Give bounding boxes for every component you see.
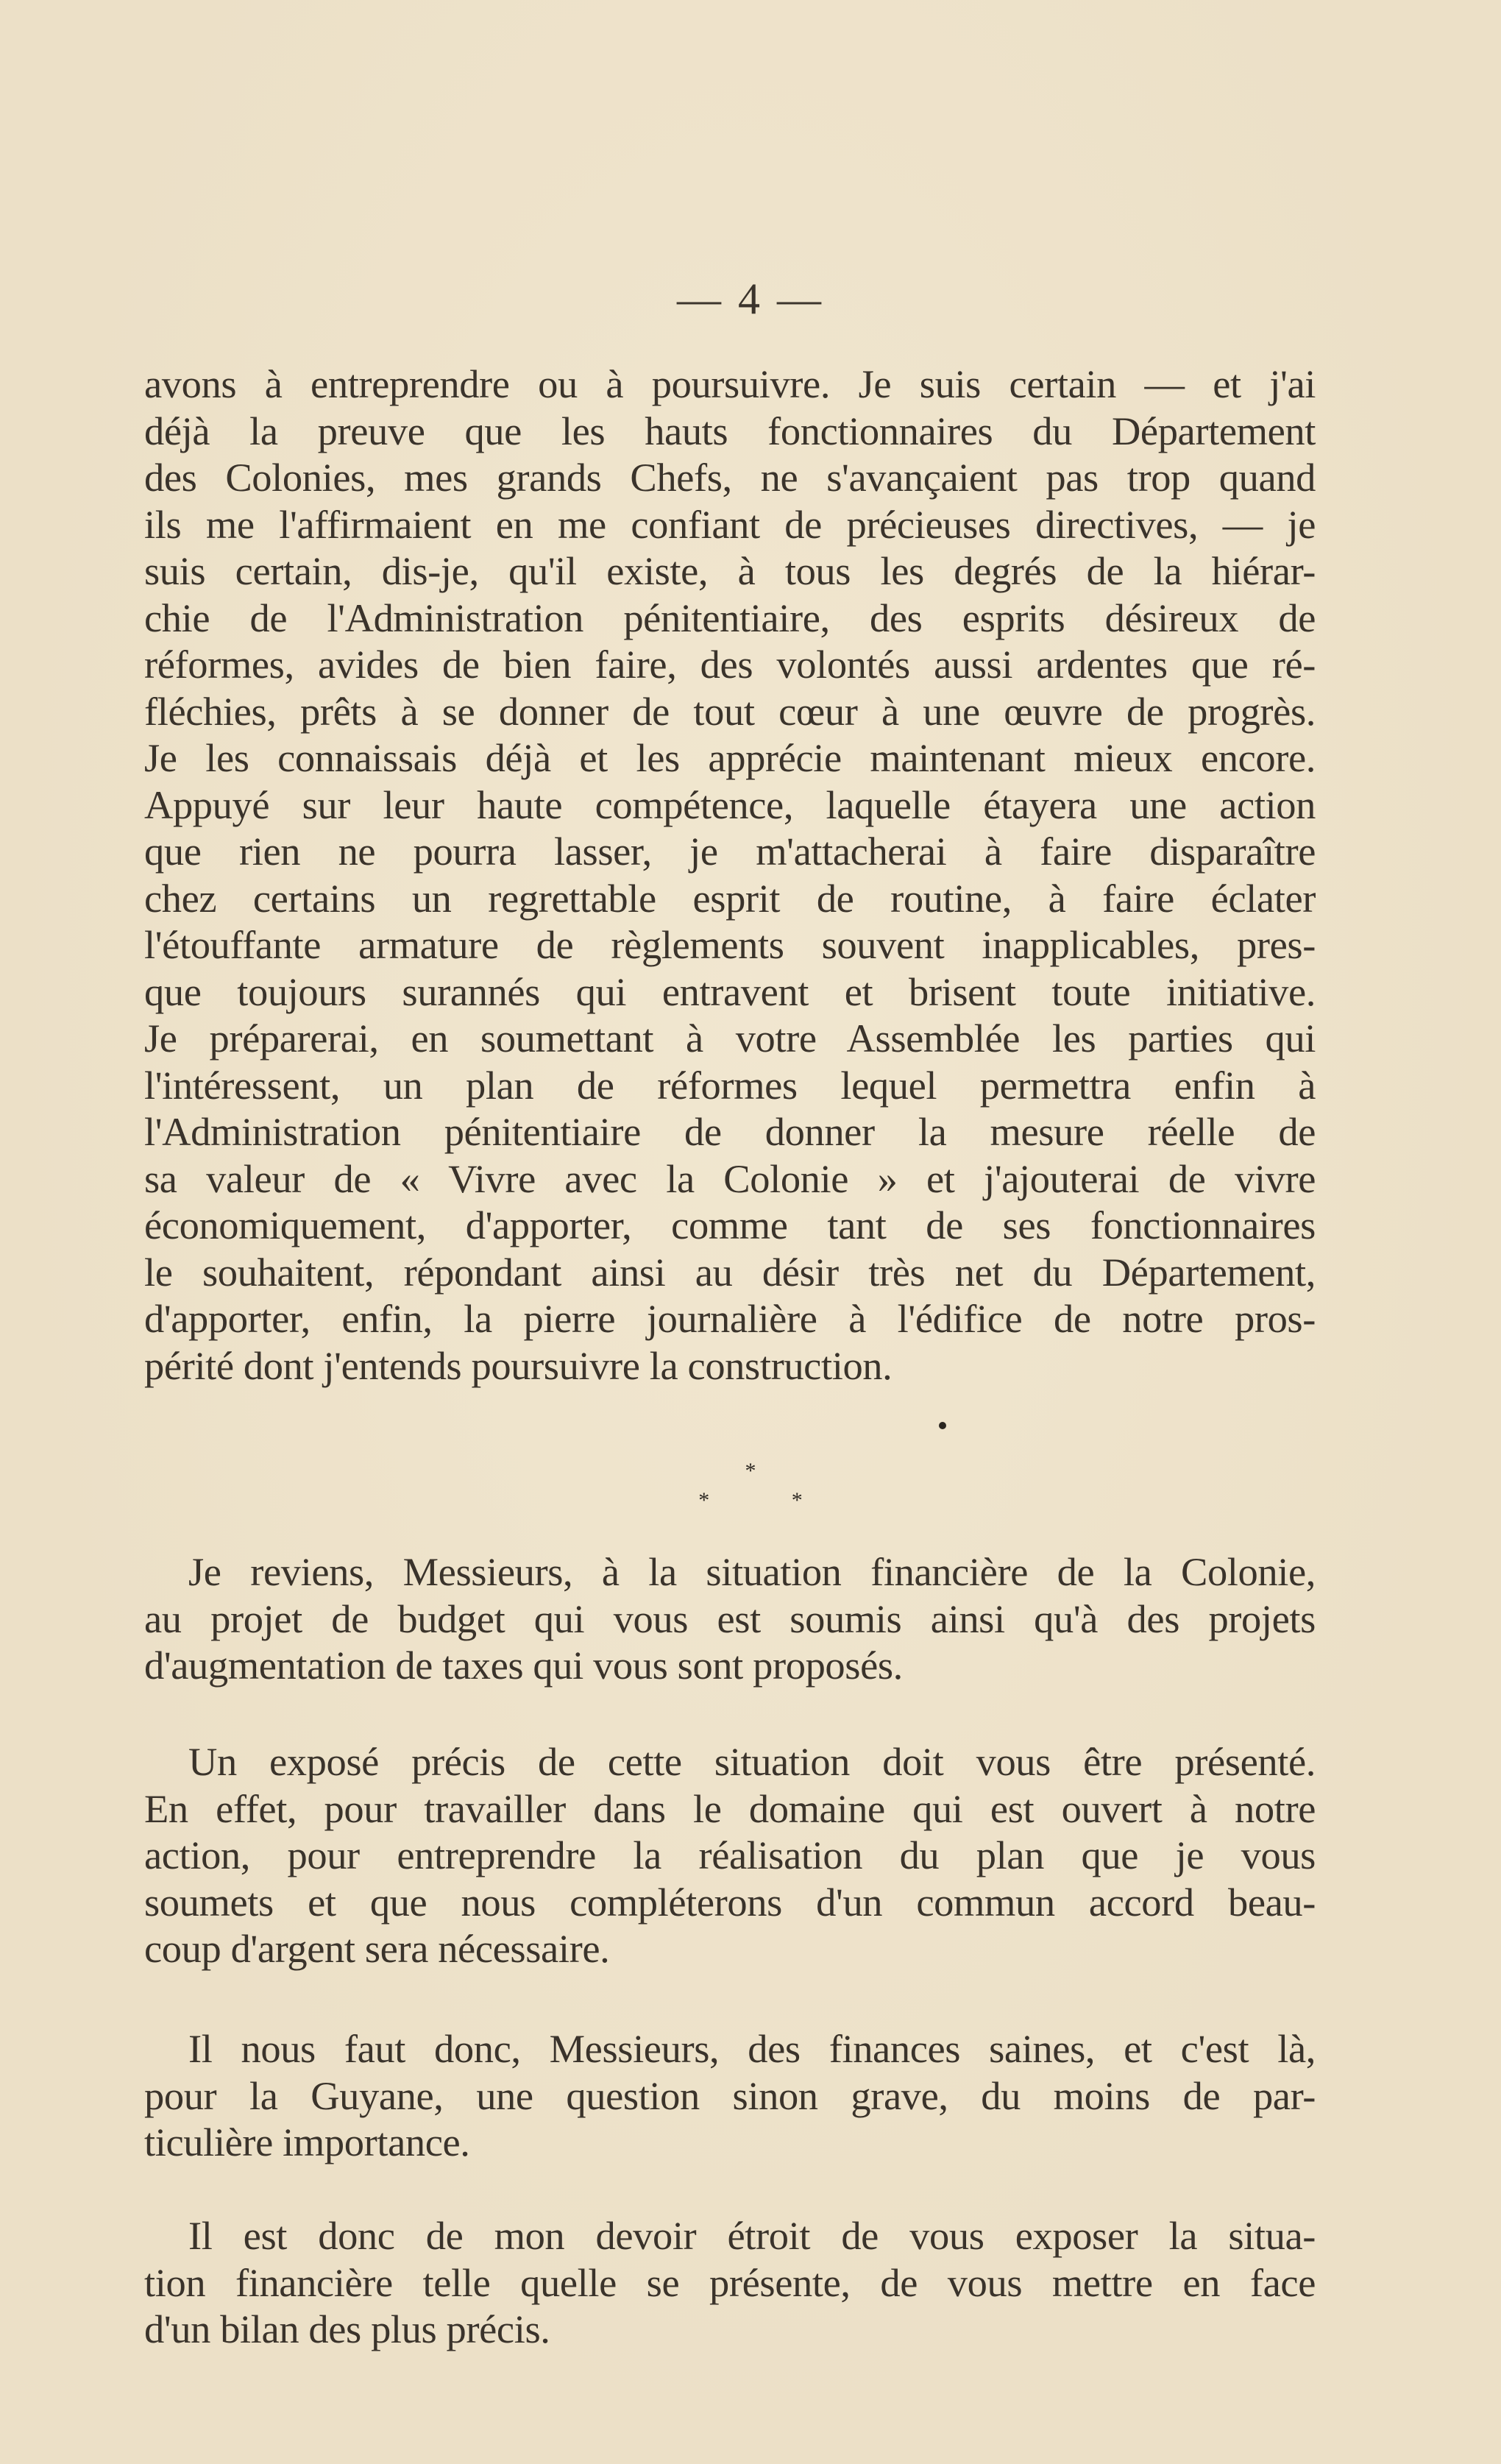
text-line: Il est donc de mon devoir étroit de vous exposer la situa- bbox=[188, 2213, 1316, 2258]
section-separator-bottom: * * bbox=[698, 1488, 841, 1512]
text-line: déjà la preuve que les hauts fonctionnaires du Département bbox=[144, 408, 1316, 453]
text-line: chez certains un regrettable esprit de routine, à faire éclater bbox=[144, 875, 1316, 921]
text-line: avons à entreprendre ou à poursuivre. Je suis certain — et j'ai bbox=[144, 361, 1316, 406]
text-line: chie de l'Administration pénitentiaire, des esprits désireux de bbox=[144, 595, 1316, 640]
text-line: En effet, pour travailler dans le domaine qui est ouvert à notre bbox=[144, 1785, 1316, 1831]
text-line: que rien ne pourra lasser, je m'attacherai à faire disparaître bbox=[144, 829, 1316, 874]
paragraph-2 bbox=[144, 1548, 1316, 1689]
text-line: tion financière telle quelle se présente, de vous mettre en face bbox=[144, 2259, 1316, 2305]
text-line: fléchies, prêts à se donner de tout cœur à une œuvre de progrès. bbox=[144, 688, 1316, 734]
text-line: Je les connaissais déjà et les apprécie maintenant mieux encore. bbox=[144, 735, 1316, 780]
page-number: — 4 — bbox=[677, 275, 824, 323]
text-line: d'augmentation de taxes qui vous sont proposés. bbox=[144, 1643, 903, 1688]
section-separator-top: * bbox=[745, 1459, 756, 1483]
text-line: Je préparerai, en soumettant à votre Assemblée les parties qui bbox=[144, 1016, 1316, 1061]
text-line: économiquement, d'apporter, comme tant de ses fonctionnaires bbox=[144, 1203, 1316, 1247]
text-line: d'un bilan des plus précis. bbox=[144, 2307, 550, 2351]
text-line: que toujours surannés qui entravent et brisent toute initiative. bbox=[144, 969, 1316, 1014]
text-line: ils me l'affirmaient en me confiant de précieuses directives, — je bbox=[144, 501, 1316, 547]
text-line: l'intéressent, un plan de réformes lequel permettra enfin à bbox=[144, 1062, 1316, 1108]
text-line: Appuyé sur leur haute compétence, laquelle étayera une action bbox=[144, 782, 1316, 827]
text-line: Un exposé précis de cette situation doit vous être présenté. bbox=[188, 1739, 1316, 1784]
paragraph-4 bbox=[144, 2025, 1316, 2166]
text-line: réformes, avides de bien faire, des volontés aussi ardentes que ré- bbox=[144, 642, 1316, 687]
text-line: le souhaitent, répondant ainsi au désir très net du Département, bbox=[144, 1249, 1316, 1295]
text-line: ticulière importance. bbox=[144, 2120, 470, 2164]
text-line: pour la Guyane, une question sinon grave, du moins de par- bbox=[144, 2072, 1316, 2118]
text-line: périté dont j'entends poursuivre la construction. bbox=[144, 1342, 893, 1388]
text-line: des Colonies, mes grands Chefs, ne s'avançaient pas trop quand bbox=[144, 455, 1316, 500]
paragraph-1 bbox=[144, 361, 1316, 1389]
text-line: au projet de budget qui vous est soumis ainsi qu'à des projets bbox=[144, 1596, 1316, 1641]
text-line: sa valeur de « Vivre avec la Colonie » et j'ajouterai de vivre bbox=[144, 1155, 1316, 1201]
text-line: Il nous faut donc, Messieurs, des finances saines, et c'est là, bbox=[188, 2026, 1316, 2071]
text-line: Je reviens, Messieurs, à la situation financière de la Colonie, bbox=[188, 1549, 1316, 1594]
text-line: l'Administration pénitentiaire de donner la mesure réelle de bbox=[144, 1109, 1316, 1154]
text-line: action, pour entreprendre la réalisation du plan que je vous bbox=[144, 1833, 1316, 1877]
text-line: soumets et que nous compléterons d'un commun accord beau- bbox=[144, 1879, 1316, 1925]
paragraph-3 bbox=[144, 1738, 1316, 1972]
text-line: d'apporter, enfin, la pierre journalière à l'édifice de notre pros- bbox=[144, 1296, 1316, 1341]
paragraph-5 bbox=[144, 2212, 1316, 2353]
text-line: l'étouffante armature de règlements souvent inapplicables, pres- bbox=[144, 922, 1316, 967]
ink-speck bbox=[939, 1422, 946, 1429]
text-line: coup d'argent sera nécessaire. bbox=[144, 1926, 610, 1971]
text-line: suis certain, dis-je, qu'il existe, à tous les degrés de la hiérar- bbox=[144, 548, 1316, 593]
